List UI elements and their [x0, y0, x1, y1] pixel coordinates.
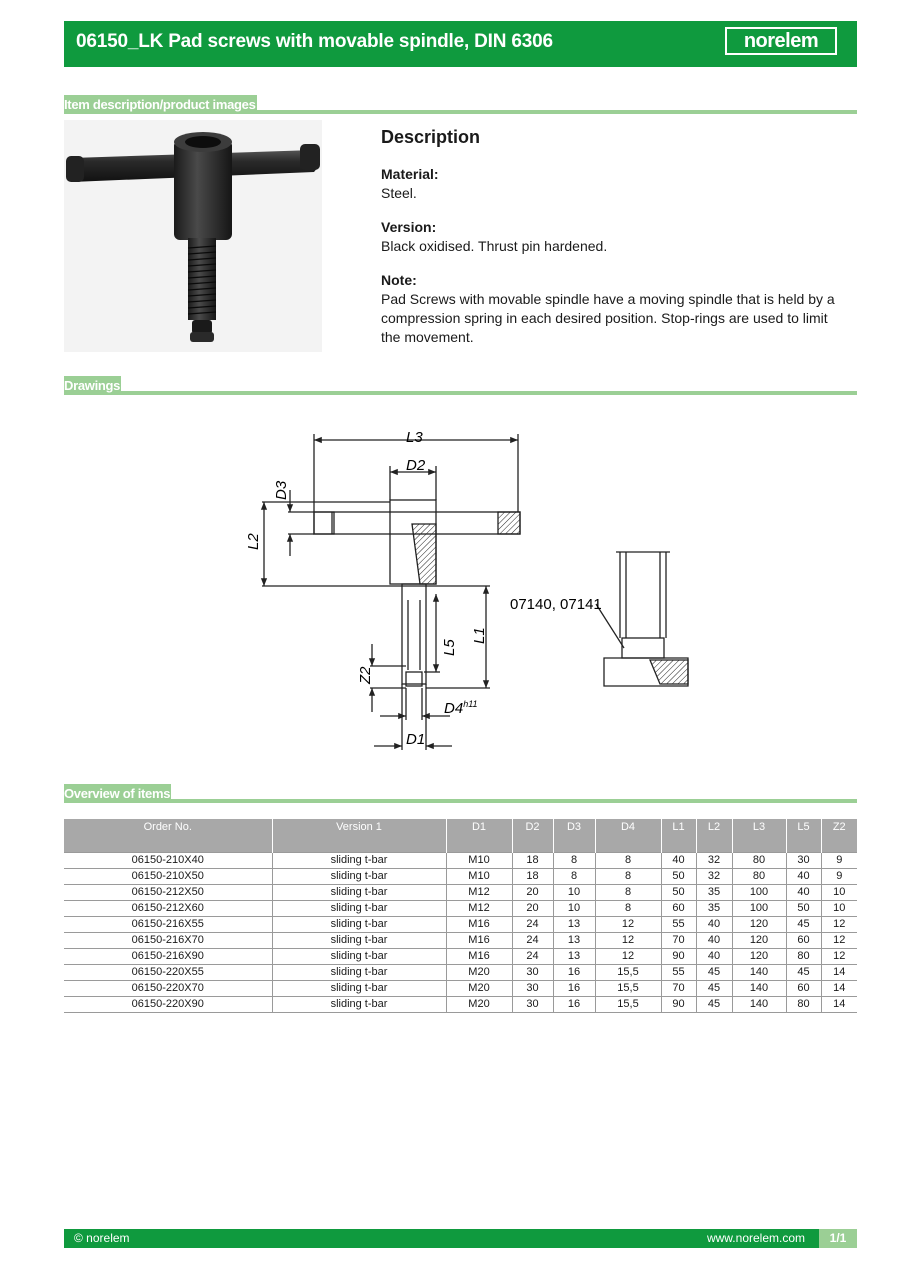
table-cell: M16	[446, 917, 512, 933]
label-d1: D1	[406, 731, 426, 748]
table-cell: 12	[821, 917, 857, 933]
table-cell: 140	[732, 997, 786, 1013]
table-cell: 06150-210X50	[64, 869, 272, 885]
label-l3: L3	[406, 429, 423, 446]
table-cell: 55	[661, 917, 696, 933]
column-header: L2	[696, 819, 732, 853]
table-cell: 8	[595, 853, 661, 869]
table-cell: M12	[446, 901, 512, 917]
column-header: L5	[786, 819, 821, 853]
material-label: Material:	[381, 166, 439, 182]
page-number: 1/1	[819, 1229, 857, 1248]
website-link[interactable]: www.norelem.com	[706, 1231, 805, 1245]
table-cell: 06150-216X70	[64, 933, 272, 949]
table-cell: 14	[821, 981, 857, 997]
table-cell: 06150-220X55	[64, 965, 272, 981]
copyright: © norelem	[74, 1231, 130, 1245]
table-cell: 06150-212X60	[64, 901, 272, 917]
table-row	[64, 885, 857, 901]
note-value: Pad Screws with movable spindle have a moving spindle that is held by a compression spring in each desired position. Stop-rings are used to limit the movement.	[381, 291, 835, 345]
table-cell: 12	[821, 949, 857, 965]
label-d4: $D4^{h11}$	[444, 699, 478, 717]
page-footer	[64, 1229, 857, 1248]
note-label: Note:	[381, 272, 417, 288]
version-label: Version:	[381, 219, 437, 235]
table-row	[64, 933, 857, 949]
column-header: D2	[512, 819, 553, 853]
page-header	[64, 21, 857, 67]
table-cell: 80	[732, 853, 786, 869]
table-cell: 40	[696, 949, 732, 965]
table-cell: 80	[732, 869, 786, 885]
table-row	[64, 981, 857, 997]
table-cell: 06150-220X70	[64, 981, 272, 997]
table-cell: 45	[696, 981, 732, 997]
table-cell: sliding t-bar	[272, 981, 446, 997]
table-cell: 120	[732, 933, 786, 949]
table-cell: 12	[821, 933, 857, 949]
table-cell: sliding t-bar	[272, 901, 446, 917]
table-cell: 35	[696, 885, 732, 901]
table-cell: 15,5	[595, 997, 661, 1013]
table-cell: 50	[661, 885, 696, 901]
column-header: D4	[595, 819, 661, 853]
table-cell: 40	[661, 853, 696, 869]
table-cell: 24	[512, 949, 553, 965]
table-cell: 13	[553, 949, 595, 965]
table-cell: 18	[512, 853, 553, 869]
table-cell: M12	[446, 885, 512, 901]
label-z2: Z2	[357, 666, 374, 684]
description-heading: Description	[381, 127, 481, 147]
table-cell: 140	[732, 981, 786, 997]
table-cell: 9	[821, 853, 857, 869]
table-cell: 50	[661, 869, 696, 885]
table-cell: 100	[732, 885, 786, 901]
column-header: Version 1	[272, 819, 446, 853]
table-cell: 06150-220X90	[64, 997, 272, 1013]
technical-drawing	[240, 420, 700, 760]
label-d2: D2	[406, 457, 426, 474]
table-cell: 45	[696, 997, 732, 1013]
table-cell: 40	[786, 869, 821, 885]
table-cell: 140	[732, 965, 786, 981]
section-item-description	[64, 92, 857, 114]
table-cell: sliding t-bar	[272, 965, 446, 981]
table-cell: 06150-216X90	[64, 949, 272, 965]
table-cell: 30	[512, 981, 553, 997]
table-cell: M16	[446, 933, 512, 949]
table-cell: 45	[696, 965, 732, 981]
table-cell: 24	[512, 933, 553, 949]
table-cell: 10	[553, 901, 595, 917]
page-title: 06150_LK Pad screws with movable spindle, DIN 6306	[76, 31, 553, 52]
table-cell: 40	[786, 885, 821, 901]
column-header: Order No.	[64, 819, 272, 853]
table-cell: 14	[821, 965, 857, 981]
table-cell: M10	[446, 853, 512, 869]
table-cell: 100	[732, 901, 786, 917]
norelem-logo: norelem	[725, 27, 837, 55]
table-row	[64, 853, 857, 869]
label-l2: L2	[245, 533, 262, 550]
table-cell: sliding t-bar	[272, 853, 446, 869]
table-cell: 13	[553, 933, 595, 949]
table-cell: 80	[786, 949, 821, 965]
table-cell: 9	[821, 869, 857, 885]
section-label: Overview of items	[64, 786, 171, 801]
table-cell: 120	[732, 949, 786, 965]
table-cell: 8	[553, 853, 595, 869]
table-cell: 24	[512, 917, 553, 933]
table-cell: 12	[595, 949, 661, 965]
table-cell: 120	[732, 917, 786, 933]
description-block	[381, 128, 851, 362]
table-cell: 8	[595, 901, 661, 917]
table-cell: 80	[786, 997, 821, 1013]
table-cell: M20	[446, 997, 512, 1013]
table-cell: M16	[446, 949, 512, 965]
table-cell: 12	[595, 917, 661, 933]
table-cell: 16	[553, 965, 595, 981]
table-row	[64, 949, 857, 965]
table-cell: 30	[512, 965, 553, 981]
table-cell: 60	[661, 901, 696, 917]
section-drawings	[64, 373, 857, 395]
table-cell: 20	[512, 901, 553, 917]
table-row	[64, 901, 857, 917]
label-l1: L1	[471, 627, 488, 644]
table-cell: M20	[446, 981, 512, 997]
column-header: D3	[553, 819, 595, 853]
table-cell: 45	[786, 917, 821, 933]
table-cell: 10	[553, 885, 595, 901]
table-cell: sliding t-bar	[272, 917, 446, 933]
table-cell: 8	[595, 869, 661, 885]
section-label: Item description/product images	[64, 97, 256, 112]
table-cell: 30	[512, 997, 553, 1013]
table-row	[64, 965, 857, 981]
version-value: Black oxidised. Thrust pin hardened.	[381, 238, 608, 254]
label-reference: 07140, 07141	[510, 596, 602, 613]
table-cell: 40	[696, 917, 732, 933]
table-cell: M10	[446, 869, 512, 885]
table-cell: 16	[553, 997, 595, 1013]
table-cell: 18	[512, 869, 553, 885]
table-cell: 15,5	[595, 981, 661, 997]
column-header: L3	[732, 819, 786, 853]
table-cell: sliding t-bar	[272, 869, 446, 885]
section-label: Drawings	[64, 378, 121, 393]
table-row	[64, 869, 857, 885]
column-header: D1	[446, 819, 512, 853]
table-cell: 06150-216X55	[64, 917, 272, 933]
items-table	[64, 819, 857, 1013]
table-cell: 32	[696, 853, 732, 869]
table-cell: 70	[661, 981, 696, 997]
table-cell: M20	[446, 965, 512, 981]
table-cell: 55	[661, 965, 696, 981]
table-cell: sliding t-bar	[272, 933, 446, 949]
label-l5: L5	[441, 639, 458, 656]
table-cell: 10	[821, 901, 857, 917]
table-cell: 8	[595, 885, 661, 901]
table-row	[64, 997, 857, 1013]
table-cell: 15,5	[595, 965, 661, 981]
table-cell: 30	[786, 853, 821, 869]
table-cell: 16	[553, 981, 595, 997]
table-cell: 06150-210X40	[64, 853, 272, 869]
table-cell: 90	[661, 997, 696, 1013]
product-image	[64, 120, 322, 352]
table-cell: 70	[661, 933, 696, 949]
section-overview	[64, 781, 857, 803]
column-header: Z2	[821, 819, 857, 853]
material-value: Steel.	[381, 185, 417, 201]
table-cell: 90	[661, 949, 696, 965]
table-cell: sliding t-bar	[272, 949, 446, 965]
table-cell: 60	[786, 981, 821, 997]
table-cell: 13	[553, 917, 595, 933]
table-cell: 14	[821, 997, 857, 1013]
table-cell: 20	[512, 885, 553, 901]
table-cell: 06150-212X50	[64, 885, 272, 901]
table-cell: 12	[595, 933, 661, 949]
table-cell: 40	[696, 933, 732, 949]
table-cell: 60	[786, 933, 821, 949]
label-d3: D3	[273, 480, 290, 500]
table-cell: 35	[696, 901, 732, 917]
table-header-row	[64, 819, 857, 853]
table-cell: sliding t-bar	[272, 885, 446, 901]
table-cell: 32	[696, 869, 732, 885]
table-cell: 10	[821, 885, 857, 901]
table-cell: 8	[553, 869, 595, 885]
table-cell: 50	[786, 901, 821, 917]
table-cell: 45	[786, 965, 821, 981]
column-header: L1	[661, 819, 696, 853]
table-row	[64, 917, 857, 933]
table-cell: sliding t-bar	[272, 997, 446, 1013]
